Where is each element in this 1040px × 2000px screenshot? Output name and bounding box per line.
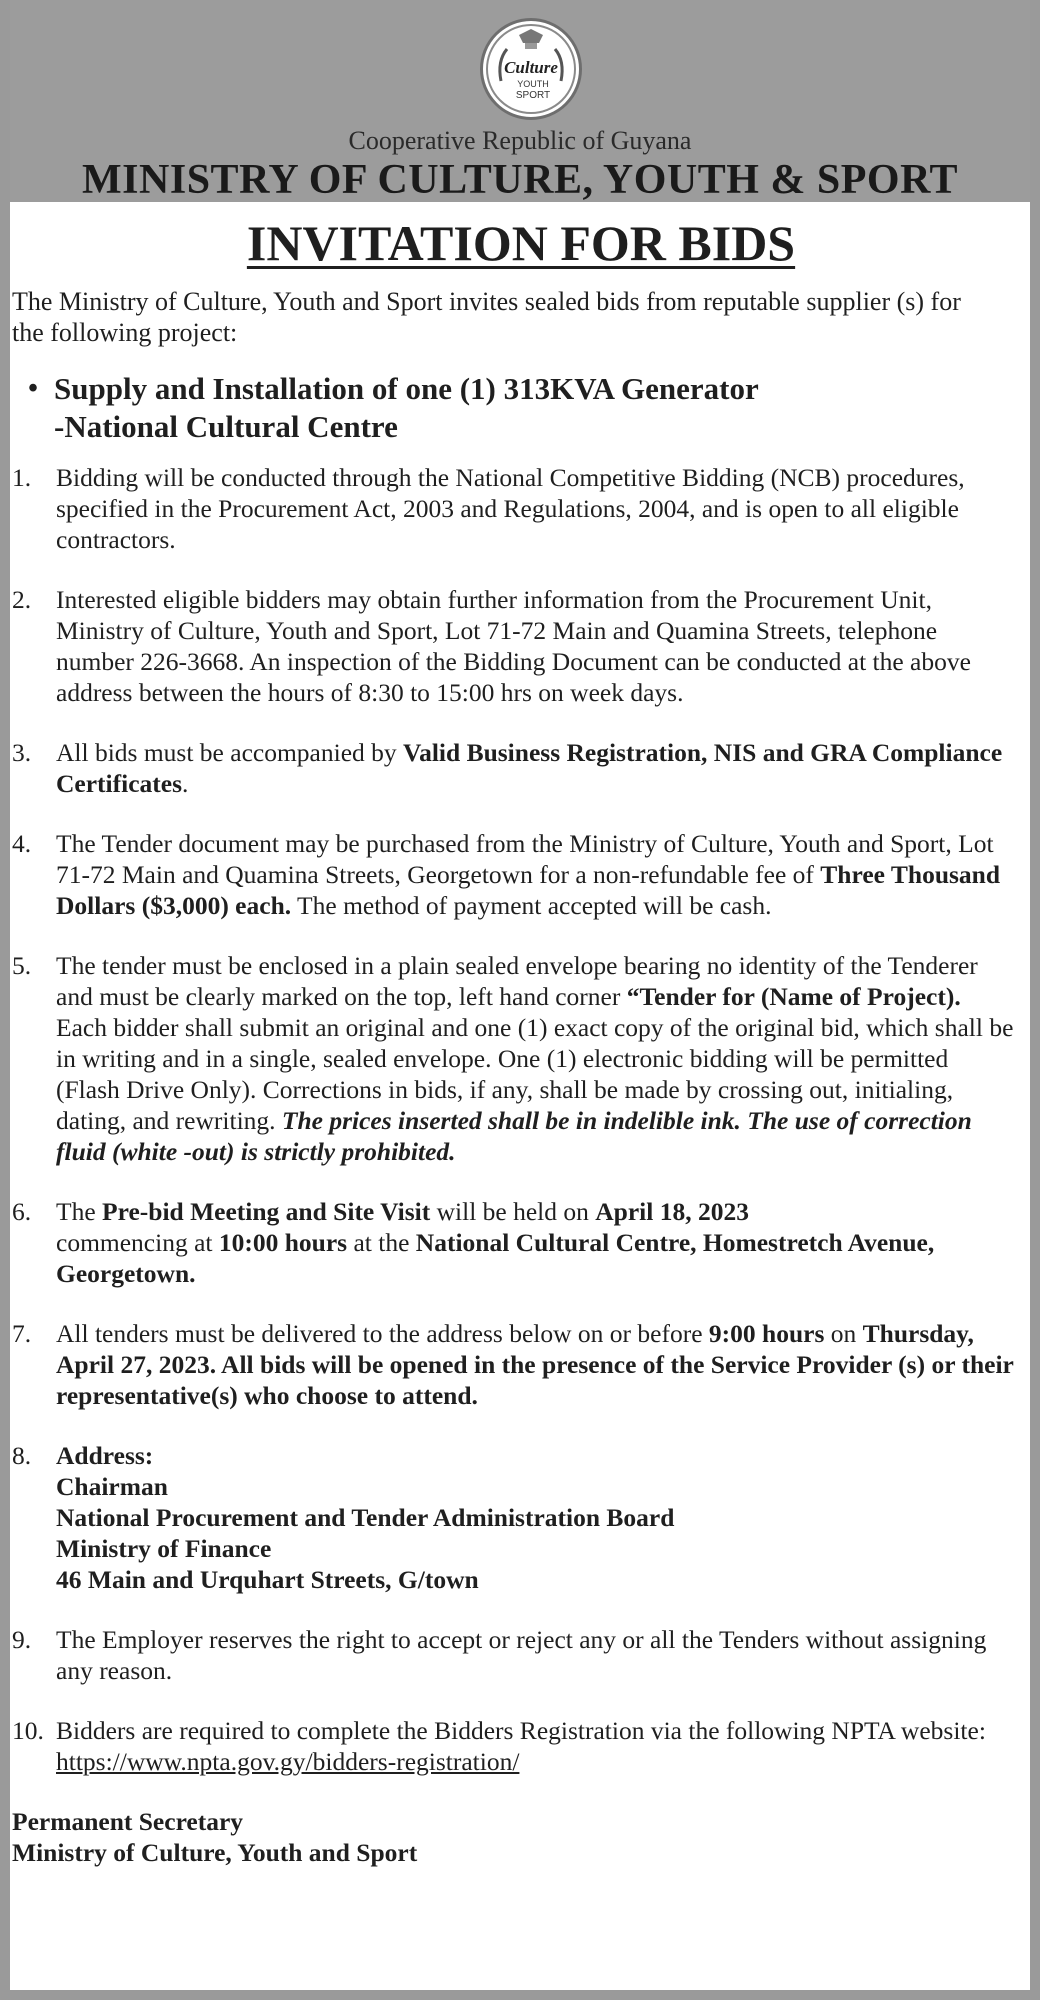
bold-run: April 18, 2023	[595, 1197, 749, 1226]
list-item-6	[12, 1196, 1030, 1289]
npta-registration-link[interactable]: https://www.npta.gov.gy/bidders-registration/	[56, 1747, 520, 1776]
item-number: 10.	[12, 1716, 44, 1745]
ministry-name: MINISTRY OF CULTURE, YOUTH & SPORT	[82, 157, 958, 203]
text-run: The Tender document may be purchased from the Ministry of Culture, Youth and Sport, Lot 71-72 Main and Quamina Streets, Georgetown for a non-refundable fee of	[56, 829, 994, 889]
text-run: .	[182, 769, 189, 798]
list-item-9	[12, 1624, 1030, 1686]
text-run: All tenders must be delivered to the address below on or before	[56, 1319, 709, 1348]
item-text	[56, 828, 1030, 921]
bullet-icon: •	[28, 373, 38, 404]
text-run: Each bidder shall submit an original and one (1) exact copy of the original bid, which shall be in writing and in a single, sealed envelope. One (1) electronic bidding will be permitted (Flash Drive Only). Corrections in bids, if any, shall be made by crossing out, initialing, dating, and rewriting.	[56, 1013, 1014, 1135]
item-number: 5.	[12, 951, 32, 980]
item-text	[56, 1196, 1030, 1289]
item-number: 8.	[12, 1441, 32, 1470]
signatory-title: Permanent Secretary	[12, 1807, 244, 1836]
item-text	[56, 950, 1030, 1167]
text-run: on	[824, 1319, 863, 1348]
text-run: The tender must be enclosed in a plain sealed envelope bearing no identity of the Tenderer and must be clearly marked on the top, left hand corner	[56, 951, 978, 1011]
project-bullet	[12, 370, 1030, 446]
signature-block	[12, 1806, 1030, 1868]
address-line: 46 Main and Urquhart Streets, G/town	[56, 1565, 479, 1594]
text-run: commencing at	[56, 1228, 219, 1257]
project-title-line2: -National Cultural Centre	[54, 409, 398, 444]
svg-text:Culture: Culture	[504, 58, 558, 77]
text-run: Bidders are required to complete the Bidders Registration via the following NPTA website:	[56, 1716, 986, 1745]
bold-italic-run: The prices inserted shall be in indelible ink. The use of correction fluid (white -out) is strictly prohibited.	[56, 1106, 972, 1166]
ministry-logo	[480, 18, 582, 120]
notice-title: INVITATION FOR BIDS	[246, 215, 796, 271]
text-run: All bids must be accompanied by	[56, 738, 404, 767]
project-title-line1: Supply and Installation of one (1) 313KVA Generator	[54, 371, 759, 406]
item-text	[56, 1715, 1030, 1777]
list-item-8	[12, 1440, 1030, 1595]
item-number: 4.	[12, 829, 32, 858]
country-name: Cooperative Republic of Guyana	[348, 126, 692, 155]
address-block	[56, 1440, 1030, 1595]
item-text: Interested eligible bidders may obtain further information from the Procurement Unit, Ministry of Culture, Youth and Sport, Lot 71-72 Main and Quamina Streets, telephone number 226-3668. An inspection of the Bidding Document can be conducted at the above address between the hours of 8:30 to 15:00 hrs on week days.	[56, 585, 971, 707]
item-number: 3.	[12, 738, 32, 767]
masthead	[10, 0, 1030, 202]
list-item-5	[12, 950, 1030, 1167]
item-number: 9.	[12, 1625, 32, 1654]
item-number: 7.	[12, 1319, 32, 1348]
text-run: The	[56, 1197, 103, 1226]
bold-run: Pre-bid Meeting and Site Visit	[102, 1197, 431, 1226]
list-item-3	[12, 737, 1030, 799]
address-label: Address:	[56, 1441, 154, 1470]
intro-paragraph: The Ministry of Culture, Youth and Sport invites sealed bids from reputable supplier (s) for the following project:	[12, 287, 961, 347]
text-run: at the	[347, 1228, 416, 1257]
list-item-2	[12, 584, 1030, 708]
item-text: Bidding will be conducted through the National Competitive Bidding (NCB) procedures, specified in the Procurement Act, 2003 and Regulations, 2004, and is open to all eligible contractors.	[56, 463, 965, 554]
notice-body	[10, 202, 1030, 1868]
bold-run: Thursday, April 27, 2023. All bids will be opened in the presence of the Service Provider (s) or their representative(s) who choose to attend.	[56, 1319, 1014, 1410]
item-text: The Employer reserves the right to accept or reject any or all the Tenders without assigning any reason.	[56, 1625, 987, 1685]
svg-text:SPORT: SPORT	[515, 90, 551, 101]
address-line: National Procurement and Tender Administration Board	[56, 1503, 675, 1532]
item-number: 1.	[12, 463, 32, 492]
bold-run: Three Thousand Dollars ($3,000) each.	[56, 860, 1001, 920]
address-line: Chairman	[56, 1472, 168, 1501]
list-item-7	[12, 1318, 1030, 1411]
item-text	[56, 1318, 1030, 1411]
item-text	[56, 737, 1030, 799]
project-title	[54, 370, 759, 446]
bold-run: National Cultural Centre, Homestretch Avenue, Georgetown.	[56, 1228, 935, 1288]
item-number: 6.	[12, 1197, 32, 1226]
svg-text:YOUTH: YOUTH	[517, 79, 549, 89]
text-run: The method of payment accepted will be cash.	[291, 891, 772, 920]
bold-run: “Tender for (Name of Project).	[626, 982, 961, 1011]
bold-run: Valid Business Registration, NIS and GRA Compliance Certificates	[56, 738, 1003, 798]
list-item-10	[12, 1715, 1030, 1777]
item-number: 2.	[12, 585, 32, 614]
text-run: will be held on	[430, 1197, 596, 1226]
list-item-4	[12, 828, 1030, 921]
list-item-1	[12, 462, 1030, 555]
signatory-ministry: Ministry of Culture, Youth and Sport	[12, 1838, 418, 1867]
bold-run: 9:00 hours	[708, 1319, 825, 1348]
bold-run: 10:00 hours	[218, 1228, 348, 1257]
address-line: Ministry of Finance	[56, 1534, 272, 1563]
ministry-seal-icon	[483, 21, 579, 117]
numbered-list	[12, 462, 1030, 1777]
